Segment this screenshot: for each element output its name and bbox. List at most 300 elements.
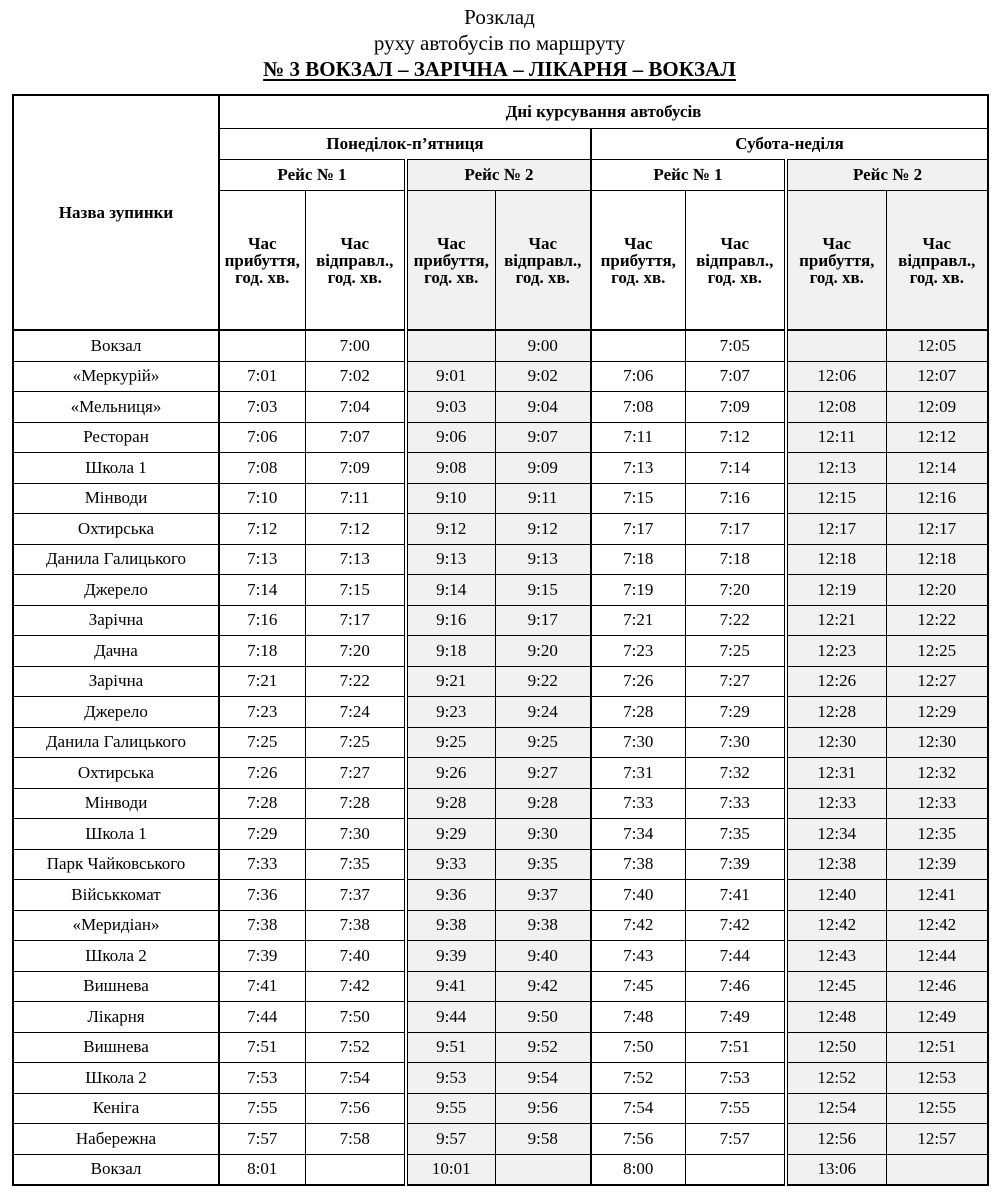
departure-time-cell: 9:37 [495,880,591,911]
departure-time-cell: 7:20 [685,575,786,606]
departure-time-cell [495,1154,591,1185]
arrival-time-cell [786,330,886,361]
arrival-time-cell: 12:11 [786,422,886,453]
arrival-header-line: год. хв. [611,267,666,287]
arrival-time-cell [406,330,495,361]
arrival-time-cell: 7:21 [591,605,685,636]
departure-time-cell: 9:09 [495,453,591,484]
arrival-time-cell: 7:16 [219,605,305,636]
weekend-trip1-header: Рейс № 1 [591,160,786,191]
arrival-header-line: год. хв. [809,267,864,287]
departure-header-line: відправл., [504,250,582,270]
departure-time-cell: 9:20 [495,636,591,667]
arrival-time-cell: 7:12 [219,514,305,545]
departure-time-cell: 7:50 [305,1002,406,1033]
arrival-time-cell: 12:17 [786,514,886,545]
table-row [13,514,988,545]
arrival-time-cell: 7:45 [591,971,685,1002]
arrival-header-line: Час [623,233,653,253]
arrival-time-cell: 9:39 [406,941,495,972]
arrival-header-line: год. хв. [235,267,290,287]
arrival-time-cell: 8:00 [591,1154,685,1185]
stop-name: Вокзал [13,330,219,361]
departure-time-cell: 7:57 [685,1124,786,1155]
departure-time-cell: 12:35 [886,819,988,850]
departure-time-cell: 7:29 [685,697,786,728]
stop-name: Лікарня [13,1002,219,1033]
stop-name: Парк Чайковського [13,849,219,880]
arrival-time-cell: 7:53 [219,1063,305,1094]
arrival-time-cell: 7:14 [219,575,305,606]
arrival-time-cell: 7:40 [591,880,685,911]
departure-time-cell: 7:44 [685,941,786,972]
departure-time-cell: 7:09 [685,392,786,423]
stop-name: Кеніга [13,1093,219,1124]
stop-name: Вишнева [13,1032,219,1063]
arrival-time-cell: 9:25 [406,727,495,758]
departure-time-cell: 7:27 [685,666,786,697]
departure-time-cell: 9:52 [495,1032,591,1063]
arrival-time-cell: 12:43 [786,941,886,972]
departure-time-cell: 9:56 [495,1093,591,1124]
arrival-time-cell: 7:19 [591,575,685,606]
arrival-header-line: прибуття, [600,250,676,270]
table-row [13,422,988,453]
arrival-time-cell: 8:01 [219,1154,305,1185]
arrival-time-cell: 9:08 [406,453,495,484]
departure-time-cell: 12:12 [886,422,988,453]
arrival-time-cell: 12:54 [786,1093,886,1124]
stop-name: Джерело [13,697,219,728]
departure-time-cell: 7:18 [685,544,786,575]
departure-time-cell: 9:35 [495,849,591,880]
departure-time-header [886,191,988,331]
stop-name: Школа 2 [13,941,219,972]
departure-time-cell: 7:25 [685,636,786,667]
arrival-time-cell: 7:13 [591,453,685,484]
arrival-time-cell: 12:15 [786,483,886,514]
arrival-time-header [219,191,305,331]
arrival-time-cell: 7:29 [219,819,305,850]
arrival-time-cell: 7:33 [591,788,685,819]
departure-time-cell: 7:22 [305,666,406,697]
stop-name: Мінводи [13,788,219,819]
weekday-trip2-header: Рейс № 2 [406,160,591,191]
departure-time-cell: 7:00 [305,330,406,361]
stop-name: Данила Галицького [13,544,219,575]
departure-time-cell: 9:00 [495,330,591,361]
arrival-time-cell: 9:36 [406,880,495,911]
departure-time-cell: 9:27 [495,758,591,789]
departure-time-cell: 12:27 [886,666,988,697]
departure-time-cell: 7:54 [305,1063,406,1094]
stop-name: «Меркурій» [13,361,219,392]
stop-name: Школа 1 [13,819,219,850]
arrival-time-cell: 7:15 [591,483,685,514]
departure-header-line: год. хв. [515,267,570,287]
table-row [13,1124,988,1155]
departure-time-cell: 7:12 [685,422,786,453]
arrival-time-cell: 9:53 [406,1063,495,1094]
departure-time-cell: 7:09 [305,453,406,484]
arrival-time-cell [219,330,305,361]
arrival-time-cell: 7:38 [219,910,305,941]
departure-time-cell: 9:02 [495,361,591,392]
arrival-time-cell: 12:56 [786,1124,886,1155]
departure-header-line: Час [528,233,558,253]
departure-time-cell: 7:42 [685,910,786,941]
departure-time-cell: 7:52 [305,1032,406,1063]
table-row [13,453,988,484]
arrival-time-cell: 9:51 [406,1032,495,1063]
arrival-time-cell: 9:55 [406,1093,495,1124]
departure-time-cell: 12:16 [886,483,988,514]
stop-name: Джерело [13,575,219,606]
departure-time-cell: 9:30 [495,819,591,850]
departure-time-cell: 7:15 [305,575,406,606]
arrival-time-cell: 7:10 [219,483,305,514]
departure-time-cell: 7:56 [305,1093,406,1124]
departure-time-cell: 7:49 [685,1002,786,1033]
arrival-time-cell: 7:21 [219,666,305,697]
arrival-time-cell: 12:21 [786,605,886,636]
departure-time-cell [685,1154,786,1185]
departure-time-cell: 9:17 [495,605,591,636]
departure-time-cell: 7:33 [685,788,786,819]
table-row [13,1063,988,1094]
arrival-time-cell: 12:50 [786,1032,886,1063]
departure-time-cell: 7:32 [685,758,786,789]
departure-time-cell: 7:38 [305,910,406,941]
stop-name: Охтирська [13,758,219,789]
departure-time-cell: 12:29 [886,697,988,728]
arrival-time-cell: 9:03 [406,392,495,423]
departure-time-cell: 9:11 [495,483,591,514]
table-row [13,758,988,789]
arrival-time-cell: 7:43 [591,941,685,972]
stop-name: Набережна [13,1124,219,1155]
departure-time-header [495,191,591,331]
table-row [13,636,988,667]
weekend-trip2-header: Рейс № 2 [786,160,988,191]
table-row [13,1154,988,1185]
departure-header-line: Час [340,233,370,253]
arrival-time-cell: 7:26 [591,666,685,697]
arrival-time-cell: 7:28 [219,788,305,819]
arrival-time-cell: 7:06 [219,422,305,453]
departure-time-cell: 12:49 [886,1002,988,1033]
stop-name: Данила Галицького [13,727,219,758]
departure-time-cell: 7:30 [685,727,786,758]
arrival-time-cell: 7:30 [591,727,685,758]
departure-time-cell: 7:14 [685,453,786,484]
arrival-time-cell: 7:03 [219,392,305,423]
arrival-time-cell: 12:28 [786,697,886,728]
arrival-time-cell: 12:26 [786,666,886,697]
departure-time-cell: 7:40 [305,941,406,972]
departure-time-cell: 7:53 [685,1063,786,1094]
arrival-time-cell: 12:34 [786,819,886,850]
arrival-time-cell: 9:28 [406,788,495,819]
departure-time-cell: 12:46 [886,971,988,1002]
departure-time-cell: 12:18 [886,544,988,575]
departure-time-cell: 7:22 [685,605,786,636]
arrival-time-cell: 9:21 [406,666,495,697]
departure-time-cell [886,1154,988,1185]
departure-time-cell: 12:33 [886,788,988,819]
departure-time-cell: 7:11 [305,483,406,514]
arrival-time-cell: 7:39 [219,941,305,972]
departure-time-cell: 7:24 [305,697,406,728]
departure-time-cell: 7:35 [685,819,786,850]
route-title: № 3 ВОКЗАЛ – ЗАРІЧНА – ЛІКАРНЯ – ВОКЗАЛ [263,57,736,81]
arrival-time-cell: 7:54 [591,1093,685,1124]
arrival-time-cell: 12:23 [786,636,886,667]
arrival-time-cell: 9:23 [406,697,495,728]
arrival-time-cell: 9:13 [406,544,495,575]
departure-time-cell: 9:42 [495,971,591,1002]
arrival-header-line: год. хв. [424,267,479,287]
arrival-time-cell: 7:28 [591,697,685,728]
departure-time-cell: 9:22 [495,666,591,697]
table-row [13,483,988,514]
arrival-header-line: прибуття, [799,250,875,270]
departure-time-cell: 9:04 [495,392,591,423]
weekday-header: Понеділок-п’ятниця [219,129,591,160]
table-row [13,1093,988,1124]
table-row [13,849,988,880]
departure-time-cell: 12:07 [886,361,988,392]
arrival-time-cell: 7:08 [219,453,305,484]
departure-header-line: відправл., [316,250,394,270]
arrival-time-cell: 12:08 [786,392,886,423]
arrival-time-cell: 12:13 [786,453,886,484]
departure-time-cell: 12:53 [886,1063,988,1094]
table-row [13,575,988,606]
table-row [13,941,988,972]
arrival-time-cell: 7:08 [591,392,685,423]
arrival-time-cell: 12:33 [786,788,886,819]
departure-time-cell: 7:07 [305,422,406,453]
departure-time-cell: 7:04 [305,392,406,423]
arrival-time-cell: 7:23 [219,697,305,728]
arrival-time-cell: 9:41 [406,971,495,1002]
departure-time-cell: 9:13 [495,544,591,575]
arrival-time-cell: 7:26 [219,758,305,789]
departure-time-cell: 12:25 [886,636,988,667]
departure-time-cell: 7:05 [685,330,786,361]
arrival-time-cell: 7:52 [591,1063,685,1094]
arrival-time-cell: 13:06 [786,1154,886,1185]
arrival-time-cell: 7:13 [219,544,305,575]
arrival-time-cell: 7:56 [591,1124,685,1155]
arrival-time-cell: 12:52 [786,1063,886,1094]
departure-time-cell: 7:17 [685,514,786,545]
arrival-time-cell: 12:30 [786,727,886,758]
arrival-time-cell: 7:34 [591,819,685,850]
arrival-time-header [786,191,886,331]
table-row [13,1002,988,1033]
departure-time-cell: 7:17 [305,605,406,636]
departure-time-cell: 9:07 [495,422,591,453]
stop-name: Вишнева [13,971,219,1002]
arrival-time-cell: 9:01 [406,361,495,392]
departure-time-cell [305,1154,406,1185]
arrival-time-cell: 7:51 [219,1032,305,1063]
departure-time-cell: 7:12 [305,514,406,545]
table-row [13,697,988,728]
departure-time-cell: 9:28 [495,788,591,819]
departure-header-line: год. хв. [327,267,382,287]
departure-header-line: Час [922,233,952,253]
departure-time-cell: 7:55 [685,1093,786,1124]
departure-time-cell: 7:58 [305,1124,406,1155]
arrival-time-cell: 7:25 [219,727,305,758]
departure-time-cell: 9:38 [495,910,591,941]
departure-time-cell: 7:39 [685,849,786,880]
stop-name: Зарічна [13,666,219,697]
departure-time-cell: 12:22 [886,605,988,636]
stop-name: «Мельниця» [13,392,219,423]
departure-header-line: Час [720,233,750,253]
stop-name: «Меридіан» [13,910,219,941]
departure-time-cell: 9:50 [495,1002,591,1033]
arrival-time-cell: 9:10 [406,483,495,514]
departure-time-cell: 7:02 [305,361,406,392]
arrival-time-cell: 9:14 [406,575,495,606]
arrival-time-cell: 7:44 [219,1002,305,1033]
departure-header-line: год. хв. [909,267,964,287]
departure-header-line: відправл., [898,250,976,270]
departure-time-cell: 7:35 [305,849,406,880]
departure-time-cell: 12:42 [886,910,988,941]
arrival-time-cell: 7:17 [591,514,685,545]
departure-time-cell: 12:57 [886,1124,988,1155]
departure-time-cell: 12:17 [886,514,988,545]
stop-name: Ресторан [13,422,219,453]
departure-time-cell: 12:32 [886,758,988,789]
arrival-time-cell: 9:26 [406,758,495,789]
departure-time-cell: 9:12 [495,514,591,545]
table-row [13,666,988,697]
arrival-time-cell: 9:18 [406,636,495,667]
departure-time-cell: 7:37 [305,880,406,911]
stop-name-header: Назва зупинки [13,95,219,330]
departure-header-line: відправл., [696,250,774,270]
weekday-trip1-header: Рейс № 1 [219,160,406,191]
stop-name: Військкомат [13,880,219,911]
document-subtitle: руху автобусів по маршруту [373,31,626,55]
departure-time-cell: 12:14 [886,453,988,484]
arrival-header-line: Час [247,233,277,253]
arrival-time-cell: 12:18 [786,544,886,575]
table-row [13,605,988,636]
table-row [13,910,988,941]
arrival-time-cell: 9:06 [406,422,495,453]
arrival-header-line: Час [822,233,852,253]
departure-time-cell: 12:39 [886,849,988,880]
arrival-time-cell: 9:12 [406,514,495,545]
arrival-time-cell: 12:31 [786,758,886,789]
document-title: Розклад [464,5,535,29]
stop-name: Мінводи [13,483,219,514]
departure-time-cell: 7:20 [305,636,406,667]
arrival-time-cell: 12:48 [786,1002,886,1033]
arrival-time-cell: 12:38 [786,849,886,880]
departure-time-header [685,191,786,331]
arrival-time-cell: 7:36 [219,880,305,911]
arrival-time-cell: 7:55 [219,1093,305,1124]
departure-time-cell: 12:09 [886,392,988,423]
stop-name: Дачна [13,636,219,667]
arrival-time-cell: 7:57 [219,1124,305,1155]
arrival-time-cell: 7:18 [219,636,305,667]
arrival-time-cell: 7:50 [591,1032,685,1063]
arrival-time-cell [591,330,685,361]
arrival-time-cell: 9:33 [406,849,495,880]
stop-name: Школа 2 [13,1063,219,1094]
arrival-time-cell: 7:42 [591,910,685,941]
table-row [13,727,988,758]
departure-time-cell: 7:27 [305,758,406,789]
table-row [13,544,988,575]
arrival-time-cell: 12:42 [786,910,886,941]
departure-time-cell: 7:51 [685,1032,786,1063]
document-header [0,0,999,82]
arrival-time-cell: 9:16 [406,605,495,636]
weekend-header: Субота-неділя [591,129,988,160]
departure-time-cell: 7:07 [685,361,786,392]
arrival-time-cell: 7:48 [591,1002,685,1033]
departure-time-cell: 12:05 [886,330,988,361]
arrival-time-cell: 7:33 [219,849,305,880]
arrival-time-cell: 7:01 [219,361,305,392]
arrival-time-header [591,191,685,331]
schedule-table [12,94,989,1186]
table-row [13,361,988,392]
arrival-time-cell: 7:23 [591,636,685,667]
table-row [13,880,988,911]
days-header: Дні курсування автобусів [219,95,988,129]
arrival-time-cell: 7:11 [591,422,685,453]
arrival-time-cell: 12:19 [786,575,886,606]
stop-name: Вокзал [13,1154,219,1185]
departure-time-cell: 7:28 [305,788,406,819]
departure-time-cell: 7:16 [685,483,786,514]
departure-time-cell: 9:58 [495,1124,591,1155]
arrival-time-cell: 9:57 [406,1124,495,1155]
arrival-header-line: прибуття, [224,250,300,270]
stop-name: Школа 1 [13,453,219,484]
table-row [13,819,988,850]
table-row [13,971,988,1002]
departure-time-cell: 7:13 [305,544,406,575]
arrival-time-cell: 9:44 [406,1002,495,1033]
arrival-time-cell: 7:38 [591,849,685,880]
departure-time-cell: 12:44 [886,941,988,972]
departure-time-cell: 9:54 [495,1063,591,1094]
departure-time-cell: 7:41 [685,880,786,911]
departure-time-cell: 12:30 [886,727,988,758]
stop-name: Зарічна [13,605,219,636]
departure-time-header [305,191,406,331]
arrival-time-cell: 9:29 [406,819,495,850]
stop-name: Охтирська [13,514,219,545]
arrival-time-header [406,191,495,331]
arrival-time-cell: 12:06 [786,361,886,392]
departure-time-cell: 12:51 [886,1032,988,1063]
table-row [13,788,988,819]
